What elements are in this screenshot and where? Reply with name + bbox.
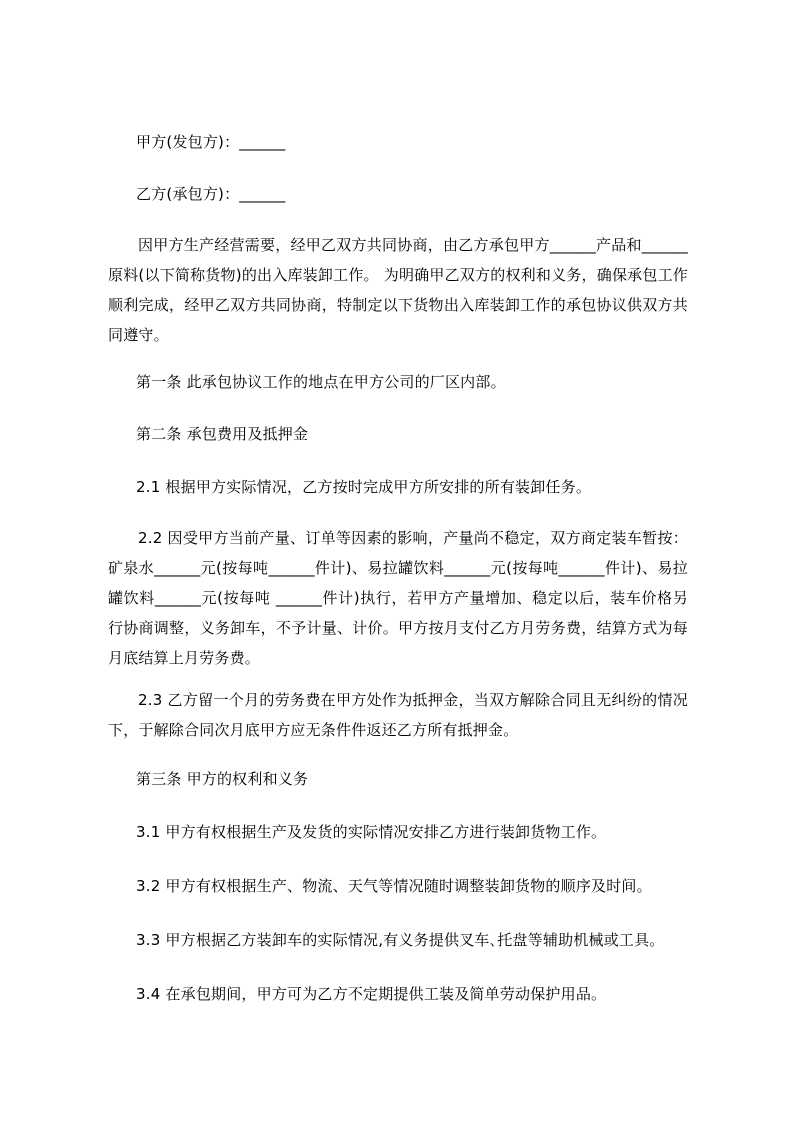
clause-3-3: 3.3 甲方根据乙方装卸车的实际情况,有义务提供叉车､托盘等辅助机械或工具。 <box>136 931 665 949</box>
clause-2-1: 2.1 根据甲方实际情况，乙方按时完成甲方所安排的所有装卸任务。 <box>136 478 592 496</box>
clause-2-3: 2.3 乙方留一个月的劳务费在甲方处作为抵押金，当双方解除合同且无纠纷的情况下，于解除合同次月底甲方应无条件件返还乙方所有抵押金。 <box>108 691 688 739</box>
article-3-title: 第三条 甲方的权利和义务 <box>136 770 309 788</box>
article-1: 第一条 此承包协议工作的地点在甲方公司的厂区内部。 <box>136 373 506 391</box>
clause-2-2: 2.2 因受甲方当前产量、订单等因素的影响，产量尚不稳定，双方商定装车暂按：矿泉水______元(按每吨______件计)、易拉罐饮料______元(按每吨______件计)、易拉罐饮料______元(按每吨 ______件计)执行，若甲方产量增加、稳定以后，装车价格另行协商调整，义务卸车，不予计量、计价。甲方按月支付乙方月劳务费，结算方式为每月底结算上月劳务费。 <box>108 529 688 667</box>
clause-3-4: 3.4 在承包期间，甲方可为乙方不定期提供工装及简单劳动保护用品。 <box>136 985 607 1003</box>
clause-3-1: 3.1 甲方有权根据生产及发货的实际情况安排乙方进行装卸货物工作。 <box>136 823 607 841</box>
party-b-line: 乙方(承包方)：______ <box>136 185 286 203</box>
party-a-line: 甲方(发包方)：______ <box>136 133 286 151</box>
intro-paragraph: 因甲方生产经营需要，经甲乙双方共同协商，由乙方承包甲方______产品和______原料(以下简称货物)的出入库装卸工作。 为明确甲乙双方的权利和义务，确保承包工作顺利完成，经甲乙双方共同协商，特制定以下货物出入库装卸工作的承包协议供双方共同遵守。 <box>108 236 688 344</box>
article-2-title: 第二条 承包费用及抵押金 <box>136 425 309 443</box>
clause-3-2: 3.2 甲方有权根据生产、物流、天气等情况随时调整装卸货物的顺序及时间。 <box>136 877 652 895</box>
